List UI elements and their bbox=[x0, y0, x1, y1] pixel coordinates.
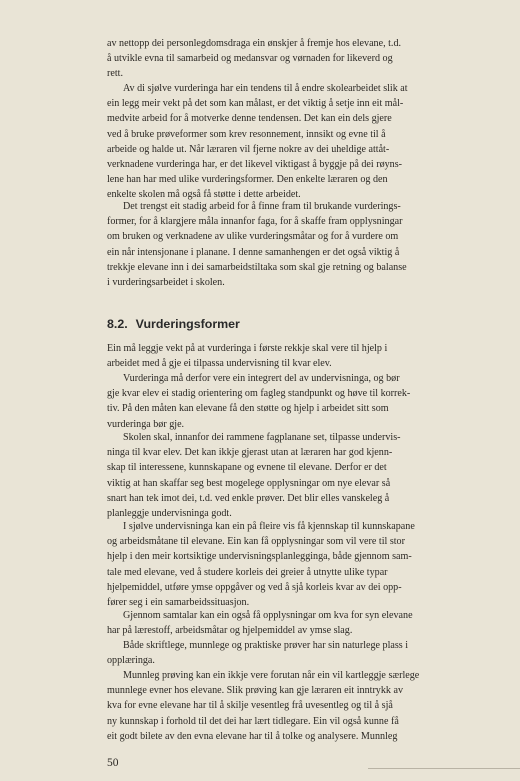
text-line: medvite arbeid for å motverke denne tendensen. Det kan ein dels gjere bbox=[107, 113, 392, 125]
paragraph-8 bbox=[107, 608, 503, 638]
text-line: Det trengst eit stadig arbeid for å finne fram til brukande vurderings- bbox=[123, 201, 401, 212]
text-line: i vurderingsarbeidet i skolen. bbox=[107, 277, 225, 289]
text-line: hjelp i den meir kortsiktige undervisningsplanlegginga, både gjennom sam- bbox=[107, 551, 412, 563]
text-line: ein legg meir vekt på det som kan målast, er det viktig å setje inn eit mål- bbox=[107, 98, 404, 110]
text-line: enkelte skolen må også få støtte i dette arbeidet. bbox=[107, 189, 301, 201]
text-line: gje kvar elev ei stadig orientering om fagleg standpunkt og høve til korrek- bbox=[107, 388, 411, 400]
paragraph-9 bbox=[107, 638, 503, 668]
paragraph-1 bbox=[107, 36, 503, 82]
paragraph-3 bbox=[107, 199, 503, 290]
text-line: I sjølve undervisninga kan ein på fleire vis få kjennskap til kunnskapane bbox=[123, 521, 415, 532]
page-number: 50 bbox=[107, 757, 119, 769]
text-line: opplæringa. bbox=[107, 655, 155, 667]
text-line: munnlege evner hos elevane. Slik prøving kan gje læraren eit inntrykk av bbox=[107, 685, 404, 697]
text-line: Ein må leggje vekt på at vurderinga i første rekkje skal vere til hjelp i bbox=[107, 343, 388, 354]
text-line: ved å bruke prøveformer som krev resonnement, innsikt og evne til å bbox=[107, 128, 386, 140]
paragraph-5 bbox=[107, 371, 503, 432]
text-line: kva for evne elevane har til å skilje vesentleg frå uvesentleg og til å sjå bbox=[107, 700, 393, 712]
text-line: eit godt bilete av den evna elevane har til å tolke og analysere. Munnleg bbox=[107, 730, 398, 742]
text-line: Vurderinga må derfor vere ein integrert del av undervisninga, og bør bbox=[123, 373, 400, 384]
text-line: Skolen skal, innanfor dei rammene fagplanane set, tilpasse undervis- bbox=[123, 432, 401, 443]
text-line: skap til interessene, kunnskapane og evnene til elevane. Derfor er det bbox=[107, 462, 387, 474]
text-line: vurderinga bør gje. bbox=[107, 418, 185, 430]
paragraph-2 bbox=[107, 81, 503, 203]
text-line: rett. bbox=[107, 68, 123, 80]
paragraph-7 bbox=[107, 519, 503, 610]
footer-rule bbox=[368, 768, 520, 769]
text-line: tiv. På den måten kan elevane få den støtte og hjelp i arbeidet sitt som bbox=[107, 403, 389, 415]
text-line: å utvikle evna til samarbeid og medansvar og vørnaden for likeverd og bbox=[107, 53, 393, 65]
text-line: har på lærestoff, arbeidsmåtar og hjelpemiddel av ymse slag. bbox=[107, 625, 353, 637]
text-line: arbeidet med å gje ei tilpassa undervisning til kvar elev. bbox=[107, 358, 332, 370]
text-line: av nettopp dei personlegdomsdraga ein ønskjer å fremje hos elevane, t.d. bbox=[107, 38, 402, 49]
paragraph-10 bbox=[107, 668, 503, 744]
text-line: verknadene vurderinga har, er det likevel viktigast å byggje på dei røyns- bbox=[107, 159, 403, 171]
text-line: trekkje elevane inn i dei samarbeidstiltaka som skal gje retning og balanse bbox=[107, 261, 407, 273]
text-line: ein når intensjonane i planane. I denne samanhengen er det også viktig å bbox=[107, 246, 400, 258]
text-line: tale med elevane, ved å studere korleis dei greier å utnytte ulike typar bbox=[107, 566, 388, 578]
paragraph-4 bbox=[107, 341, 503, 371]
text-line: fører seg i ein samarbeidssituasjon. bbox=[107, 597, 250, 609]
text-line: Både skriftlege, munnlege og praktiske prøver har sin naturlege plass i bbox=[123, 640, 409, 651]
text-line: ny kunnskap i forhold til det dei har lært tidlegare. Ein vil også kunne få bbox=[107, 715, 399, 727]
text-line: snart han tek imot dei, t.d. ved enkle prøver. Det blir elles vanskeleg å bbox=[107, 492, 390, 504]
section-number: 8.2. bbox=[107, 317, 128, 331]
paragraph-6 bbox=[107, 430, 503, 521]
text-line: former, for å klargjere måla innanfor faga, for å skaffe fram opplysningar bbox=[107, 216, 403, 228]
text-line: viktig at han skaffar seg best mogelege opplysningar om nye elevar så bbox=[107, 477, 391, 489]
section-heading bbox=[107, 317, 240, 331]
text-line: om bruken og verknadene av ulike vurderingsmåtar og for å vurdere om bbox=[107, 231, 399, 243]
section-title: Vurderingsformer bbox=[135, 317, 240, 331]
text-line: lene han har med ulike vurderingsformer. Den enkelte læraren og den bbox=[107, 174, 388, 186]
text-line: ninga til kvar elev. Det kan ikkje gjerast utan at læraren har god kjenn- bbox=[107, 447, 393, 459]
text-line: Gjennom samtalar kan ein også få opplysningar om kva for syn elevane bbox=[123, 610, 413, 621]
text-line: arbeide og halde ut. Når læraren vil fjerne nokre av dei uheldige attåt- bbox=[107, 143, 390, 155]
text-line: og arbeidsmåtane til elevane. Ein kan få opplysningar som vil vere til stor bbox=[107, 536, 405, 548]
text-line: hjelpemiddel, utføre ymse oppgåver og ved å sjå korleis kvar av dei opp- bbox=[107, 581, 402, 593]
text-line: planleggje undervisninga godt. bbox=[107, 508, 232, 520]
text-line: Munnleg prøving kan ein ikkje vere forutan når ein vil kartleggje særlege bbox=[123, 670, 420, 681]
text-line: Av di sjølve vurderinga har ein tendens til å endre skolearbeidet slik at bbox=[123, 83, 408, 94]
